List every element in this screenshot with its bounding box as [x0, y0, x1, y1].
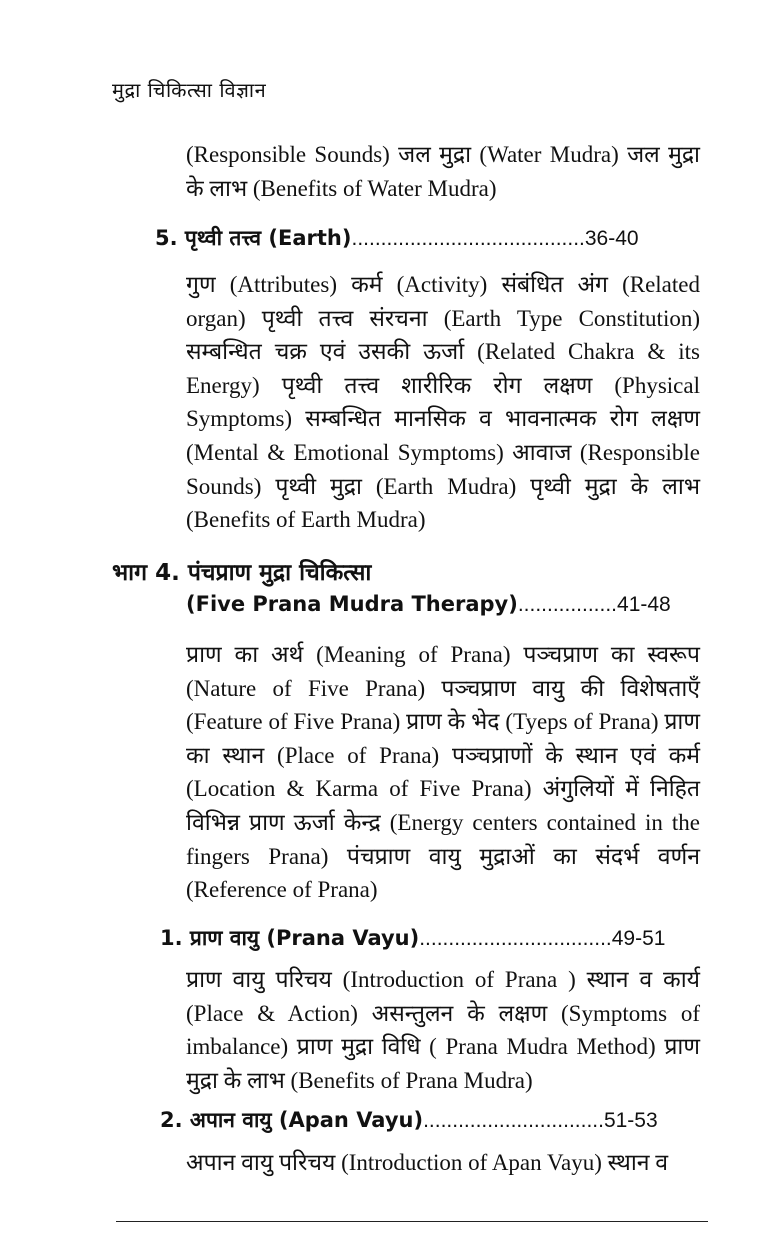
- toc-leader-dots: ...............................: [423, 1109, 604, 1132]
- footer-rule: [116, 1221, 708, 1222]
- toc-entry-part-4[interactable]: [186, 592, 671, 617]
- toc-page-range: 36-40: [584, 227, 639, 250]
- earth-description: गुण (Attributes) कर्म (Activity) संबंधित अंग (Related organ) पृथ्वी तत्त्व संरचना (Earth Type Constitution) सम्बन्धित चक्र एवं उसकी ऊर्जा (Related Chakra & its Energy) पृथ्वी तत्त्व शारीरिक रोग लक्षण (Physical Symptoms) सम्बन्धित मानसिक व भावनात्मक रोग लक्षण (Mental & Emotional Symptoms) आवाज (Responsible Sounds) पृथ्वी मुद्रा (Earth Mudra) पृथ्वी मुद्रा के लाभ (Benefits of Earth Mudra): [186, 272, 700, 533]
- toc-entry-earth[interactable]: [155, 224, 639, 252]
- toc-entry-title: 2. अपान वायु (Apan Vayu): [160, 1108, 424, 1132]
- toc-page-range: 41-48: [617, 593, 671, 616]
- toc-entry-apan-vayu[interactable]: [160, 1106, 658, 1134]
- water-mudra-continuation: (Responsible Sounds) जल मुद्रा (Water Mudra) जल मुद्रा के लाभ (Benefits of Water Mudra): [186, 142, 700, 201]
- toc-leader-dots: .................: [517, 593, 618, 616]
- part-4-description: प्राण का अर्थ (Meaning of Prana) पञ्चप्राण का स्वरूप (Nature of Five Prana) पञ्चप्राण वायु की विशेषताएँ (Feature of Five Prana) प्राण के भेद (Tyeps of Prana) प्राण का स्थान (Place of Prana) पञ्चप्राणों के स्थान एवं कर्म (Location & Karma of Five Prana) अंगुलियों में निहित विभिन्न प्राण ऊर्जा केन्द्र (Energy centers contained in the fingers Prana) पंचप्राण वायु मुद्राओं का संदर्भ वर्णन (Reference of Prana): [186, 642, 700, 903]
- prana-vayu-description: प्राण वायु परिचय (Introduction of Prana ) स्थान व कार्य (Place & Action) असन्तुलन के लक्षण (Symptoms of imbalance) प्राण मुद्रा विधि ( Prana Mudra Method) प्राण मुद्रा के लाभ (Benefits of Prana Mudra): [186, 967, 700, 1093]
- toc-entry-title: 5. पृथ्वी तत्त्व (Earth): [155, 226, 352, 250]
- toc-leader-dots: ........................................: [351, 227, 585, 250]
- toc-page-range: 49-51: [611, 927, 666, 950]
- toc-entry-prana-vayu[interactable]: [160, 924, 665, 952]
- toc-entry-title: 1. प्राण वायु (Prana Vayu): [160, 926, 420, 950]
- toc-entry-title: (Five Prana Mudra Therapy): [186, 592, 518, 616]
- apan-vayu-description: अपान वायु परिचय (Introduction of Apan Vayu) स्थान व: [186, 1150, 669, 1175]
- part-4-heading[interactable]: भाग 4. पंचप्राण मुद्रा चिकित्सा: [112, 560, 372, 586]
- toc-leader-dots: .................................: [419, 927, 612, 950]
- running-header: मुद्रा चिकित्सा विज्ञान: [112, 78, 267, 102]
- toc-page-range: 51-53: [603, 1109, 658, 1132]
